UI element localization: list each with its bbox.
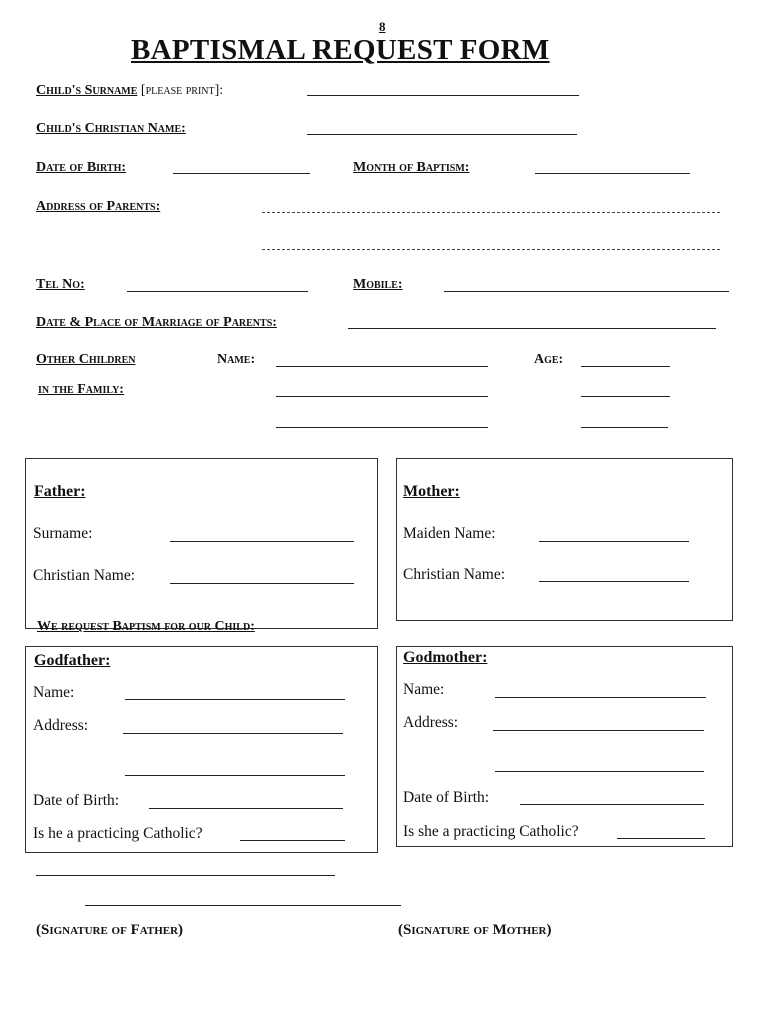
father-title: Father: (34, 483, 86, 500)
child-age-field-1[interactable] (581, 366, 670, 367)
tel-no-label: Tel No: (36, 277, 85, 292)
mobile-field[interactable] (444, 291, 729, 292)
page-number: 8 (379, 19, 386, 34)
month-of-baptism-label: Month of Baptism: (353, 160, 470, 175)
godmother-address-field-2[interactable] (495, 771, 704, 772)
godmother-address-field-1[interactable] (493, 730, 704, 731)
godmother-title: Godmother: (403, 649, 488, 666)
other-children-label: Other Children (36, 352, 136, 367)
godfather-title: Godfather: (34, 652, 111, 669)
child-name-field-2[interactable] (276, 396, 488, 397)
godmother-address-label: Address: (403, 714, 459, 731)
father-surname-label: Surname: (33, 525, 93, 542)
godfather-address-field-1[interactable] (123, 733, 343, 734)
marriage-field[interactable] (348, 328, 716, 329)
marriage-label: Date & Place of Marriage of Parents: (36, 315, 277, 330)
in-the-family-label: in the Family: (38, 382, 124, 397)
godmother-name-field[interactable] (495, 697, 706, 698)
godfather-name-label: Name: (33, 684, 75, 701)
child-age-label: Age: (534, 352, 564, 367)
tel-no-field[interactable] (127, 291, 308, 292)
mother-signature-label: (Signature of Mother) (398, 922, 552, 938)
mother-christian-name-field[interactable] (539, 581, 689, 582)
date-of-birth-field[interactable] (173, 173, 310, 174)
mother-title: Mother: (403, 483, 460, 500)
childs-surname-field[interactable] (307, 95, 579, 96)
godfather-practicing-field[interactable] (240, 840, 345, 841)
child-age-field-3[interactable] (581, 427, 668, 428)
godfather-practicing-label: Is he a practicing Catholic? (33, 825, 203, 842)
mother-signature-field[interactable] (85, 905, 401, 906)
address-of-parents-label: Address of Parents: (36, 199, 161, 214)
father-box (25, 458, 378, 629)
godmother-name-label: Name: (403, 681, 445, 698)
father-christian-name-field[interactable] (170, 583, 354, 584)
childs-christian-name-label: Child's Christian Name: (36, 121, 186, 136)
godmother-box (396, 646, 733, 847)
godfather-box (25, 646, 378, 853)
mother-box (396, 458, 733, 621)
godfather-name-field[interactable] (125, 699, 345, 700)
godfather-address-label: Address: (33, 717, 89, 734)
father-surname-field[interactable] (170, 541, 354, 542)
godmother-practicing-field[interactable] (617, 838, 705, 839)
godfather-dob-field[interactable] (149, 808, 343, 809)
childs-surname-label (36, 83, 223, 99)
mother-christian-name-label: Christian Name: (403, 566, 506, 583)
childs-christian-name-field[interactable] (307, 134, 577, 135)
page-title: BAPTISMAL REQUEST FORM (131, 34, 550, 66)
month-of-baptism-field[interactable] (535, 173, 690, 174)
child-name-field-1[interactable] (276, 366, 488, 367)
godfather-dob-label: Date of Birth: (33, 792, 120, 809)
date-of-birth-label: Date of Birth: (36, 160, 127, 175)
address-line-2-field[interactable] (262, 249, 720, 250)
father-signature-label: (Signature of Father) (36, 922, 184, 938)
childs-surname-text: Child's Surname (36, 83, 138, 98)
godmother-dob-field[interactable] (520, 804, 704, 805)
mobile-label: Mobile: (353, 277, 403, 292)
godmother-dob-label: Date of Birth: (403, 789, 490, 806)
godfather-address-field-2[interactable] (125, 775, 345, 776)
father-signature-field[interactable] (36, 875, 335, 876)
child-name-field-3[interactable] (276, 427, 488, 428)
father-christian-name-label: Christian Name: (33, 567, 136, 584)
godmother-practicing-label: Is she a practicing Catholic? (403, 823, 579, 840)
baptism-request-text: We request Baptism for our Child: (37, 619, 255, 634)
mother-maiden-name-field[interactable] (539, 541, 689, 542)
mother-maiden-name-label: Maiden Name: (403, 525, 496, 542)
child-name-label: Name: (217, 352, 256, 367)
please-print-text: [please print]: (140, 83, 224, 98)
address-line-1-field[interactable] (262, 212, 720, 213)
child-age-field-2[interactable] (581, 396, 670, 397)
